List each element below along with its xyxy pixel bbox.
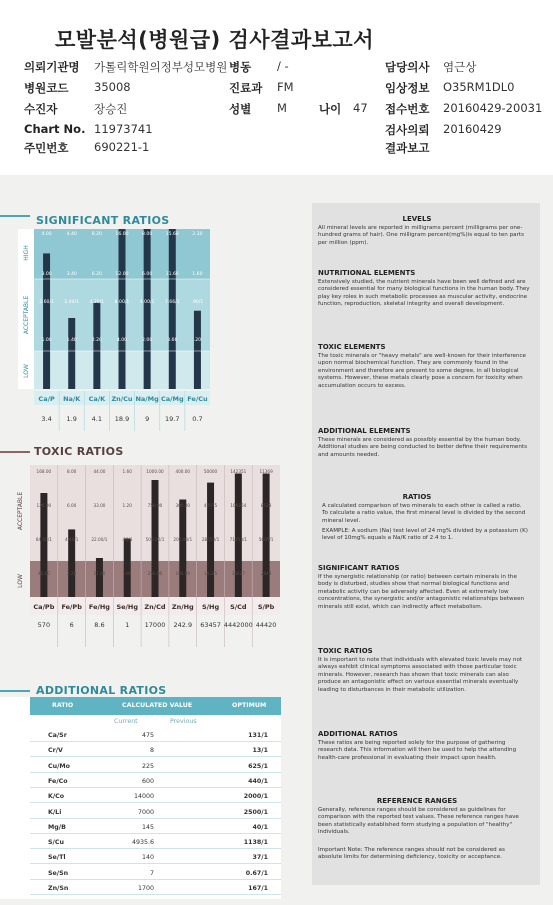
value-label: 63457: [200, 621, 221, 629]
significant-heading: SIGNIFICANT RATIOS: [318, 564, 400, 572]
tick-label: 84.00/1: [35, 537, 52, 542]
value-label: 9: [145, 415, 150, 423]
current-cell: 14000: [133, 793, 154, 801]
tick-label: .80/1: [121, 537, 133, 542]
zone-high-label: HIGH: [23, 245, 30, 261]
optimum-cell: 2500/1: [243, 808, 268, 816]
info-panel: [312, 203, 540, 885]
header-calculated: CALCULATED VALUE: [122, 702, 193, 709]
bar: [40, 493, 47, 597]
receipt-no-value: 20160429-20031: [443, 101, 543, 115]
optimum-cell: 1138/1: [243, 839, 268, 847]
row-divider: [30, 772, 281, 773]
ratio-cell: Mg/B: [48, 823, 66, 831]
row-divider: [30, 802, 281, 803]
tick-label: 2.20: [67, 571, 77, 576]
exam-date-value: 20160429: [443, 122, 502, 136]
tick-label: 168.00: [36, 469, 52, 474]
significant-chart: [0, 223, 215, 445]
significant-values: [41, 415, 202, 423]
header-optimum: OPTIMUM: [232, 702, 267, 709]
clinical-info-label: 임상정보: [385, 81, 430, 95]
tick-label: 4.00: [116, 338, 128, 343]
tick-label: 200.00/1: [173, 537, 193, 542]
ratio-cell: Ca/Sr: [48, 732, 67, 739]
bar: [93, 303, 100, 389]
tick-label: 8.00: [67, 469, 77, 474]
value-label: 1.9: [66, 415, 77, 423]
optimum-cell: 2000/1: [243, 793, 268, 801]
toxic-values: [38, 621, 277, 629]
tick-label: 750.00: [147, 503, 163, 508]
ratio-cell: K/Co: [48, 793, 65, 801]
section-rule: [0, 690, 30, 692]
ratios-heading: RATIOS: [402, 493, 432, 501]
tick-label: 7.66/1: [164, 300, 180, 305]
value-label: 242.9: [173, 621, 193, 629]
tick-label: 4.00: [41, 232, 52, 237]
current-cell: 1700: [137, 885, 154, 892]
hospital-code-label: 병원코드: [24, 81, 69, 95]
current-cell: 225: [141, 762, 154, 770]
table-row: [0, 743, 280, 758]
tick-label: 42.00: [37, 571, 50, 576]
tick-label: 2.20: [91, 338, 102, 343]
table-row: [0, 789, 280, 804]
bar: [144, 229, 151, 389]
subheader-current: Current: [114, 718, 138, 725]
tick-label: 126.00: [36, 503, 52, 508]
value-label: 44420: [255, 621, 277, 629]
column-label: Fe/Hg: [88, 603, 110, 611]
table-row: [0, 728, 280, 743]
optimum-cell: 13/1: [252, 747, 268, 755]
table-row: [0, 759, 280, 774]
optimum-cell: 0.67/1: [245, 869, 268, 877]
additional-elements-heading: ADDITIONAL ELEMENTS: [318, 427, 411, 435]
tick-label: 2843: [260, 571, 272, 576]
tick-label: 1.60: [122, 469, 132, 474]
tick-label: 22.00/1: [91, 537, 108, 542]
value-label: 3.4: [41, 415, 52, 423]
tick-label: 4.40/1: [64, 537, 79, 542]
reference-text: Generally, reference ranges should be considered as guidelines for comparison with the reported test values. These reference ranges have been statistically established form studying a population of "healthy" individuals.: [318, 807, 519, 836]
value-label: 8.6: [94, 621, 105, 629]
age-value: 47: [353, 101, 368, 115]
tick-label: 1.60: [192, 272, 203, 277]
exam-date-label: 검사의뢰: [385, 123, 430, 137]
zone-acceptable-label: ACCEPTABLE: [23, 295, 30, 335]
tick-label: 42975: [203, 503, 218, 508]
tick-label: 300.00: [175, 503, 191, 508]
tick-label: 15.68: [165, 232, 179, 237]
bar: [179, 500, 186, 598]
requester-label: 의뢰기관명: [24, 60, 80, 74]
toxic-title: TOXIC RATIOS: [34, 445, 124, 458]
tick-label: 5685/1: [258, 537, 274, 542]
table-row: [0, 835, 280, 850]
reference-note: Important Note: The reference ranges should not be considered as absolute limits for determining deficiency, toxicity or acceptance.: [318, 847, 505, 861]
tick-label: 11.00: [93, 571, 106, 576]
rrn-value: 690221-1: [94, 140, 150, 154]
tick-label: 2.40/1: [64, 300, 80, 305]
bar: [169, 229, 176, 389]
tick-label: 3.66: [167, 338, 178, 343]
column-label: Na/Mg: [135, 395, 159, 403]
section-rule: [0, 215, 30, 217]
tick-label: 8.00/1: [114, 300, 130, 305]
value-label: 18.9: [114, 415, 130, 423]
doctor-label: 담당의사: [385, 60, 430, 74]
scanned-report: [0, 175, 553, 905]
current-cell: 475: [141, 732, 154, 739]
row-divider: [30, 787, 281, 788]
row-divider: [30, 863, 281, 864]
column-label: Ca/Mg: [160, 395, 184, 403]
tick-label: 12.00: [115, 272, 129, 277]
age-label: 나이: [319, 102, 342, 116]
ratio-cell: S/Cu: [48, 839, 64, 847]
nutritional-text: Extensively studied, the nutrient minerals have been well defined and are considered essential for many biological functions in the human body. They play key roles in such metabolic processes as muscular activity, endocrine function, reproduction, skeletal integrity and overall development.: [318, 279, 530, 308]
tick-label: 4.20/1: [89, 300, 105, 305]
tick-label: 44.00: [93, 469, 106, 474]
value-label: 6: [69, 621, 74, 629]
row-divider: [30, 879, 281, 880]
tick-label: 106864: [230, 503, 247, 508]
column-label: Fe/Cu: [187, 395, 208, 403]
nutritional-heading: NUTRITIONAL ELEMENTS: [318, 269, 416, 277]
tick-label: 142351: [230, 469, 247, 474]
tick-label: 3.00: [41, 272, 52, 277]
name-value: 장승진: [94, 102, 128, 116]
column-label: Na/K: [63, 395, 81, 403]
receipt-no-label: 접수번호: [385, 102, 430, 116]
zone-acceptable-label: ACCEPTABLE: [17, 491, 24, 531]
tick-label: 33.00: [93, 503, 106, 508]
levels-heading: LEVELS: [402, 215, 432, 223]
tick-label: 4.40: [66, 232, 77, 237]
result-label: 결과보고: [385, 141, 430, 155]
requester-value: 가톨릭학원의정부성모병원: [94, 60, 228, 74]
toxic-text: The toxic minerals or "heavy metals" are well-known for their interference upon normal biochemical function. They are commonly found in the environment and therefore are present to some degree, in all biological systems. However, these metals clearly pose a concern for toxicity when accumulation occurs to excess.: [318, 353, 527, 389]
table-row: [0, 881, 280, 896]
additional-title: ADDITIONAL RATIOS: [36, 684, 167, 697]
tick-label: 6.20: [91, 272, 102, 277]
tick-label: 6.00: [142, 272, 153, 277]
tick-label: 1.20: [122, 503, 132, 508]
toxic-ratios-text: It is important to note that individuals with elevated toxic levels may not always exhibit clinical symptoms associated with those particular toxic minerals. However, research has shown that toxic minerals can also produce an antagonistic effect on various essential minerals eventually leading to disturbances in their metabolic utilization.: [318, 657, 523, 693]
doctor-value: 염근상: [443, 60, 477, 74]
current-cell: 7: [149, 869, 154, 877]
bar: [68, 318, 75, 389]
tick-label: 1.00: [41, 338, 52, 343]
row-divider: [30, 894, 281, 895]
column-label: S/Hg: [201, 603, 220, 611]
tick-label: 2.30: [192, 232, 203, 237]
significant-title: SIGNIFICANT RATIOS: [36, 214, 170, 227]
tick-label: 71253/1: [229, 537, 248, 542]
additional-elements-text: These minerals are considered as possibly essential by the human body. Additional studies are being conducted to better define their requirements and amounts needed.: [318, 437, 527, 458]
tick-label: 4.00/1: [139, 300, 155, 305]
value-label: 1: [125, 621, 130, 629]
tick-label: 8.20: [91, 232, 102, 237]
row-divider: [30, 741, 281, 742]
name-label: 수진자: [24, 102, 58, 116]
tick-label: 28650/1: [201, 537, 220, 542]
optimum-cell: 37/1: [252, 854, 268, 862]
reference-heading: REFERENCE RANGES: [376, 797, 458, 805]
tick-label: 8.00: [142, 232, 153, 237]
table-row: [0, 866, 280, 881]
tick-label: 11369: [259, 469, 273, 474]
ratio-cell: Zn/Sn: [48, 885, 69, 892]
row-divider: [30, 833, 281, 834]
tick-label: 1.40: [66, 338, 77, 343]
toxic-chart: [0, 459, 282, 667]
current-cell: 8: [149, 747, 154, 755]
value-label: 0.7: [192, 415, 203, 423]
tick-label: 35627: [231, 571, 245, 576]
tick-label: .40: [123, 571, 131, 576]
row-divider: [30, 848, 281, 849]
sex-label: 성별: [229, 102, 252, 116]
value-label: 19.7: [165, 415, 180, 423]
optimum-cell: 131/1: [248, 732, 268, 739]
tick-label: 8528: [260, 503, 272, 508]
tick-label: 11.66: [165, 272, 179, 277]
additional-ratios-text: These ratios are being reported solely for the purpose of gathering research data. This information will then be used to help the attending health-care professional in evaluating their impact upon health.: [318, 740, 517, 761]
tick-label: 250.00: [147, 571, 163, 576]
table-row: [0, 820, 280, 835]
rrn-label: 주민번호: [24, 141, 69, 155]
zone-low-label: LOW: [23, 364, 30, 378]
zone-low-label: LOW: [17, 574, 24, 588]
ratio-cell: Fe/Co: [48, 777, 68, 785]
bar: [194, 311, 201, 389]
column-label: Ca/Pb: [33, 603, 55, 611]
ward-label: 병동: [229, 60, 252, 74]
clinical-info-value: O35RM1DL0: [443, 80, 515, 94]
report-title: 모발분석(병원급) 검사결과보고서: [55, 28, 375, 52]
column-label: Ca/P: [38, 395, 55, 403]
ward-value: / -: [277, 59, 289, 73]
column-label: Zn/Cu: [111, 395, 133, 403]
ratio-cell: Se/Sn: [48, 869, 69, 877]
subheader-previous: Previous: [170, 718, 197, 725]
ratios-text: A calculated comparison of two minerals to each other is called a ratio. To calculate a ratio value, the first mineral level is divided by the second mineral level.: [322, 503, 526, 524]
additional-ratios-heading: ADDITIONAL RATIOS: [318, 730, 398, 738]
tick-label: 500.00/1: [145, 537, 165, 542]
tick-label: 16.00: [115, 232, 129, 237]
column-label: Zn/Cd: [144, 603, 166, 611]
ratio-cell: Cr/V: [48, 747, 63, 755]
additional-table: [0, 697, 281, 899]
optimum-cell: 40/1: [252, 823, 268, 831]
value-label: 4.1: [91, 415, 103, 423]
current-cell: 140: [141, 854, 154, 862]
column-label: Zn/Hg: [171, 603, 194, 611]
optimum-cell: 167/1: [248, 885, 268, 892]
column-label: Ca/K: [88, 395, 106, 403]
bar: [235, 474, 242, 598]
tick-label: 1000.00: [146, 469, 164, 474]
bar: [96, 558, 103, 597]
tick-label: 2.60/1: [39, 300, 54, 305]
tick-label: .20: [193, 338, 202, 343]
table-row: [0, 805, 280, 820]
significant-text: If the synergistic relationship (or ratio) between certain minerals in the body is disturbed, studies show that normal biological functions and metabolic activity can be adversely affected. Even at extremely low concentrations, the synergistic and/or antagonistic relationships between minerals still exist, which can indirectly affect metabolism.: [318, 574, 525, 610]
tick-label: 6.00: [67, 503, 77, 508]
table-header: [30, 697, 281, 715]
tick-label: 50000: [203, 469, 218, 474]
table-row: [0, 850, 280, 865]
ratio-cell: Cu/Mo: [48, 762, 70, 770]
row-divider: [30, 756, 281, 757]
tick-label: 400.00: [175, 469, 191, 474]
tick-label: 100.00: [175, 571, 191, 576]
section-rule: [0, 451, 30, 453]
optimum-cell: 625/1: [248, 762, 268, 770]
tick-label: 14325: [203, 571, 218, 576]
current-cell: 600: [141, 777, 154, 785]
value-label: 570: [37, 621, 51, 629]
column-label: S/Pb: [257, 603, 275, 611]
current-cell: 4935.6: [131, 839, 154, 847]
toxic-ratios-heading: TOXIC RATIOS: [318, 647, 373, 655]
dept-label: 진료과: [229, 81, 263, 95]
tick-label: 2.00: [142, 338, 153, 343]
column-label: S/Cd: [230, 603, 247, 611]
value-label: 4442000: [223, 621, 253, 629]
ratios-example: EXAMPLE: A sodium (Na) test level of 24 mg% divided by a potassium (K) level of 10mg% equals a Na/K ratio of 2.4 to 1.: [322, 528, 528, 542]
toxic-heading: TOXIC ELEMENTS: [318, 343, 386, 351]
dept-value: FM: [277, 80, 294, 94]
levels-text: All mineral levels are reported in milligrams percent (milligrams per one-hundred grams of hair). One milligram percent(mg%)is equal to ten parts per million (ppm).: [318, 225, 525, 246]
ratio-cell: K/Li: [48, 808, 62, 816]
sex-value: M: [277, 101, 287, 115]
tick-label: .90/1: [191, 300, 204, 305]
hospital-code-value: 35008: [94, 80, 131, 94]
significant-columns: [38, 391, 208, 431]
tick-label: 3.40: [66, 272, 77, 277]
current-cell: 145: [141, 823, 154, 831]
column-label: Se/Hg: [116, 603, 139, 611]
row-divider: [30, 818, 281, 819]
current-cell: 7000: [137, 808, 154, 816]
chart-no-value: 11973741: [94, 122, 153, 136]
table-row: [0, 774, 280, 789]
value-label: 17000: [144, 621, 166, 629]
column-label: Fe/Pb: [61, 603, 82, 611]
header-ratio: RATIO: [52, 702, 74, 709]
ratio-cell: Se/Tl: [48, 854, 66, 862]
optimum-cell: 440/1: [248, 777, 268, 785]
chart-no-label: Chart No.: [24, 122, 86, 136]
